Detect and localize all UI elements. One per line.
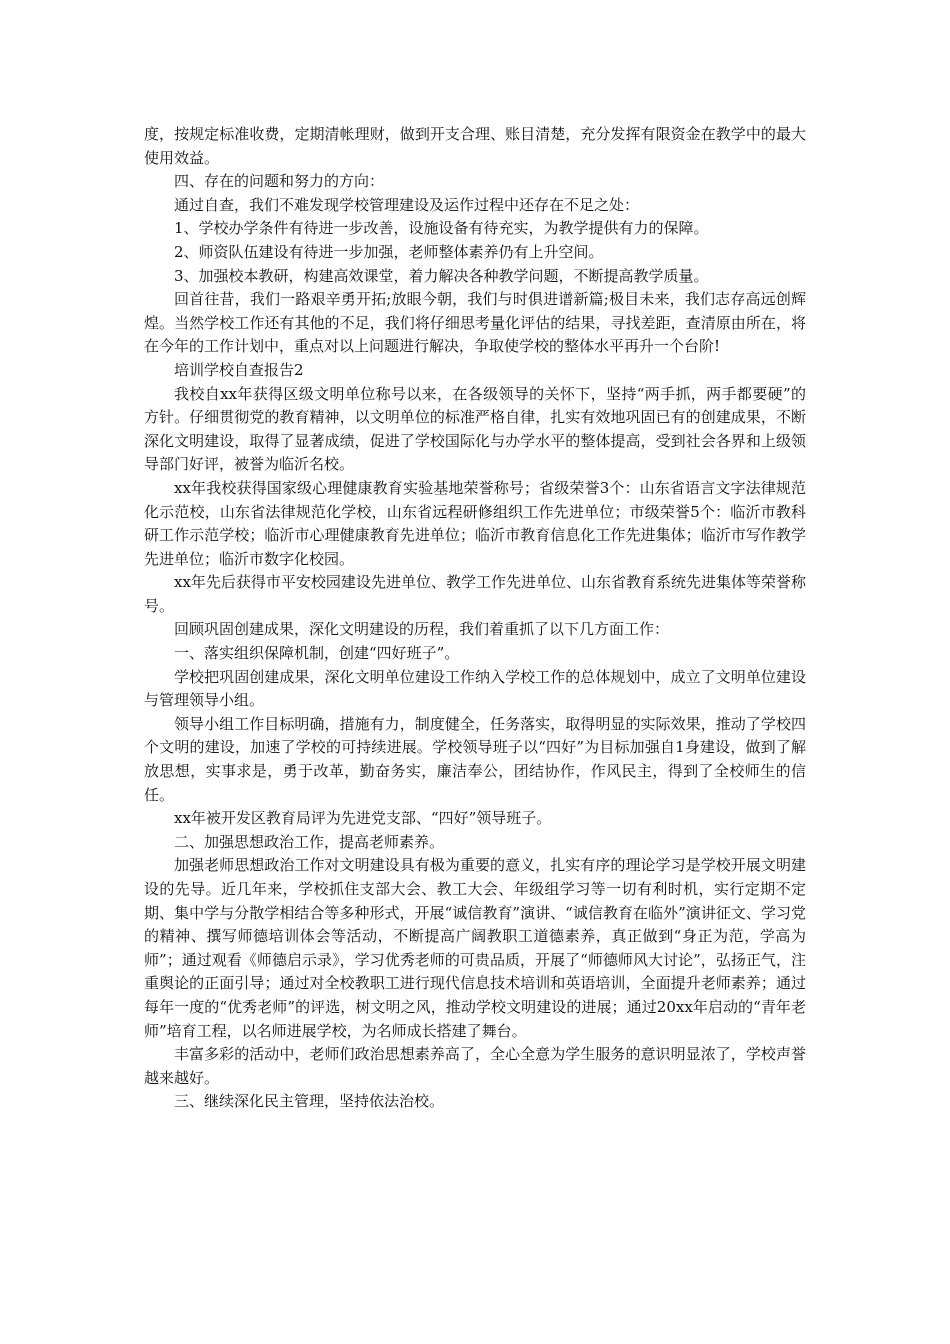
- section-heading: 一、落实组织保障机制，创建“四好班子”。: [174, 644, 460, 663]
- list-item: 2、师资队伍建设有待进一步加强，老师整体素养仍有上升空间。: [174, 242, 604, 261]
- paragraph: xx年先后获得市平安校园建设先进单位、教学工作先进单位、山东省教育系统先进集体等荣誉称号。: [144, 573, 806, 615]
- paragraph: xx年被开发区教育局评为先进党支部、“四好”领导班子。: [174, 809, 552, 828]
- section-heading: 二、加强思想政治工作，提高老师素养。: [174, 832, 445, 851]
- paragraph: 回首往昔，我们一路艰辛勇开拓;放眼今朝，我们与时俱进谱新篇;极目未来，我们志存高远创辉煌。当然学校工作还有其他的不足，我们将仔细思考量化评估的结果，寻找差距，查清原由所在，将在今年的工作计划中，重点对以上问题进行解决，争取使学校的整体水平再升一个台阶!: [144, 290, 806, 356]
- list-item: 3、加强校本教研，构建高效课堂，着力解决各种教学问题，不断提高教学质量。: [174, 266, 709, 285]
- paragraph: 丰富多彩的活动中，老师们政治思想素养高了，全心全意为学生服务的意识明显浓了，学校声誉越来越好。: [144, 1045, 806, 1087]
- paragraph: 通过自查，我们不难发现学校管理建设及运作过程中还存在不足之处：: [174, 195, 640, 214]
- paragraph-continuation: 度，按规定标准收费，定期清帐理财，做到开支合理、账目清楚，充分发挥有限资金在教学中的最大使用效益。: [144, 125, 806, 167]
- document-body: [144, 123, 806, 1114]
- section-heading: 三、继续深化民主管理，坚持依法治校。: [174, 1092, 445, 1111]
- list-item: 1、学校办学条件有待进一步改善，设施设备有待充实，为教学提供有力的保障。: [174, 219, 709, 238]
- paragraph: 加强老师思想政治工作对文明建设具有极为重要的意义，扎实有序的理论学习是学校开展文明建设的先导。近几年来，学校抓住支部大会、教工大会、年级组学习等一切有利时机，实行定期不定期、集中学与分散学相结合等多种形式，开展“诚信教育”演讲、“诚信教育在临外”演讲征文、学习党的精神、撰写师德培训体会等活动，不断提高广阔教职工道德素养，真正做到“身正为范，学高为师”；通过观看《师德启示录》，学习优秀老师的可贵品质，开展了“师德师风大讨论”，弘扬正气，注重舆论的正面引导；通过对全校教职工进行现代信息技术培训和英语培训，全面提升老师素养；通过每年一度的“优秀老师”的评选，树文明之风，推动学校文明建设的进展；通过20xx年启动的“青年老师”培育工程，以名师进展学校，为名师成长搭建了舞台。: [144, 856, 806, 1040]
- report-title: 培训学校自查报告2: [174, 360, 304, 379]
- paragraph: 我校自xx年获得区级文明单位称号以来，在各级领导的关怀下，坚持“两手抓，两手都要硬”的方针。仔细贯彻党的教育精神，以文明单位的标准严格自律，扎实有效地巩固已有的创建成果，不断深化文明建设，取得了显著成绩，促进了学校国际化与办学水平的整体提高，受到社会各界和上级领导部门好评，被誉为临沂名校。: [144, 384, 806, 474]
- paragraph: xx年我校获得国家级心理健康教育实验基地荣誉称号；省级荣誉3个：山东省语言文字法律规范化示范校，山东省法律规范化学校，山东省远程研修组织工作先进单位；市级荣誉5个：临沂市教科研工作示范学校；临沂市心理健康教育先进单位；临沂市教育信息化工作先进集体；临沂市写作教学先进单位；临沂市数字化校园。: [144, 478, 806, 568]
- paragraph: 回顾巩固创建成果，深化文明建设的历程，我们着重抓了以下几方面工作：: [174, 620, 670, 639]
- paragraph: 学校把巩固创建成果，深化文明单位建设工作纳入学校工作的总体规划中，成立了文明单位建设与管理领导小组。: [144, 667, 806, 710]
- section-heading-issues: 四、存在的问题和努力的方向：: [174, 172, 385, 191]
- paragraph: 领导小组工作目标明确，措施有力，制度健全，任务落实，取得明显的实际效果，推动了学校四个文明的建设，加速了学校的可持续进展。学校领导班子以“四好”为目标加强自1身建设，做到了解放思想，实事求是，勇于改革，勤奋务实，廉洁奉公，团结协作，作风民主，得到了全校师生的信任。: [144, 714, 806, 804]
